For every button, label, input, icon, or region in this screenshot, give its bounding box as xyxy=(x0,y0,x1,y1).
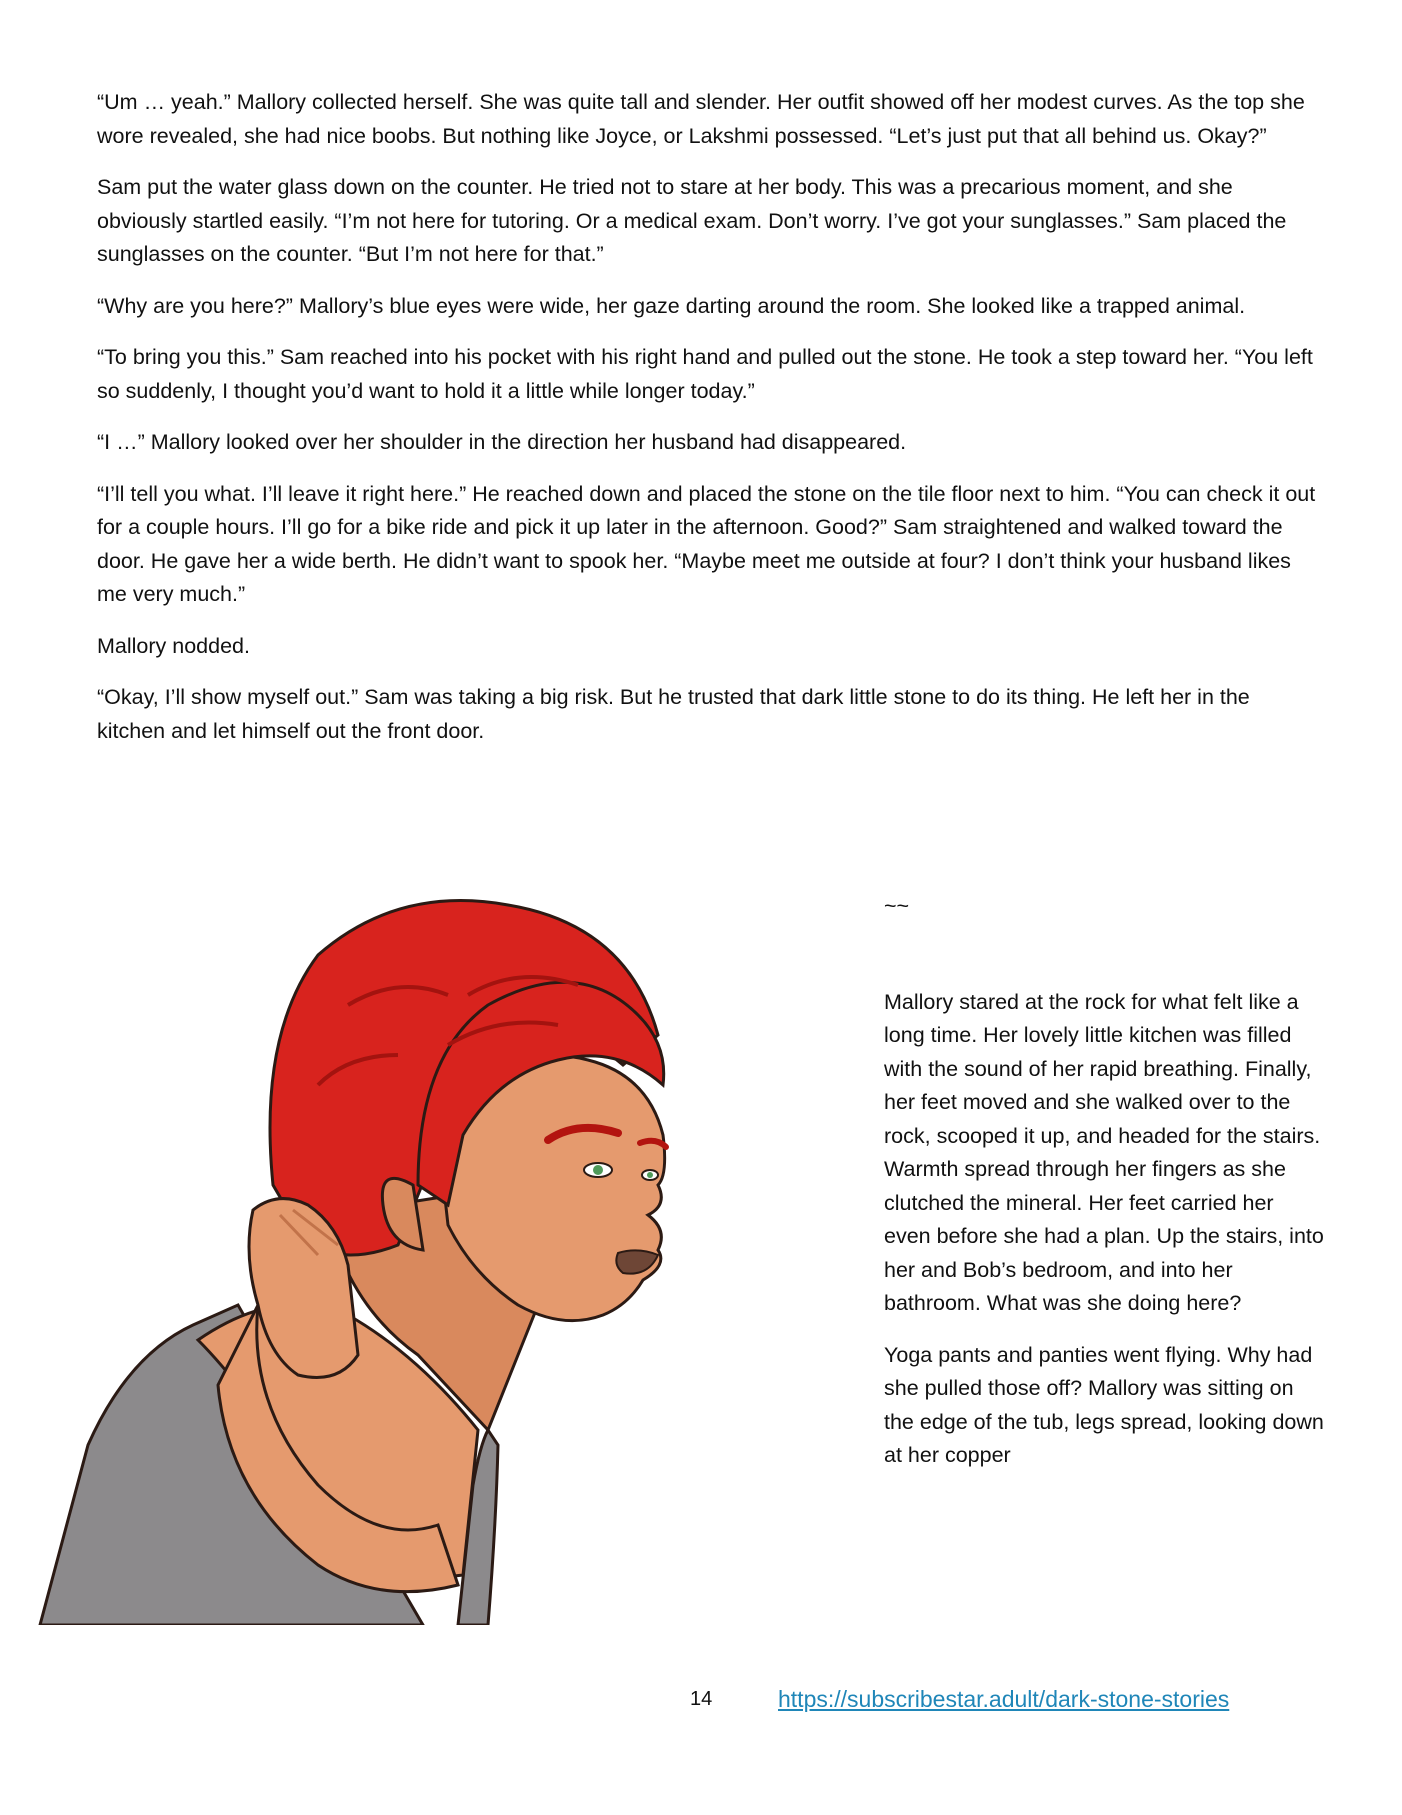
paragraph: “To bring you this.” Sam reached into his pocket with his right hand and pulled out the stone. He took a step toward her. “You left so suddenly, I thought you’d want to hold it a little while longer today.” xyxy=(97,345,1313,403)
footer-link[interactable]: https://subscribestar.adult/dark-stone-stories xyxy=(778,1686,1230,1712)
story-text xyxy=(97,86,1322,766)
paragraph: Yoga pants and panties went flying. Why had she pulled those off? Mallory was sitting on the edge of the tub, legs spread, looking down at her copper xyxy=(884,1342,1324,1467)
paragraph: Mallory nodded. xyxy=(97,633,250,658)
paragraph: “Why are you here?” Mallory’s blue eyes were wide, her gaze darting around the room. She looked like a trapped animal. xyxy=(97,293,1246,318)
right-column-text xyxy=(884,890,1324,1491)
paragraph: “Um … yeah.” Mallory collected herself. She was quite tall and slender. Her outfit showed off her modest curves. As the top she wore revealed, she had nice boobs. But nothing like Joyce, or Lakshmi possessed. “Let’s just put that all behind us. Okay?” xyxy=(97,90,1305,148)
paragraph: Sam put the water glass down on the counter. He tried not to stare at her body. This was a precarious moment, and she obviously startled easily. “I’m not here for tutoring. Or a medical exam. Don’t worry. I’ve got your sunglasses.” Sam placed the sunglasses on the counter. “But I’m not here for that.” xyxy=(97,175,1287,266)
page-number: 14 xyxy=(690,1688,713,1710)
section-separator: ~~ xyxy=(884,894,910,918)
paragraph: Mallory stared at the rock for what felt like a long time. Her lovely little kitchen was filled with the sound of her rapid breathing. Finally, her feet moved and she walked over to the rock, scooped it up, and headed for the stairs. Warmth spread through her fingers as she clutched the mineral. Her feet carried her even before she had a plan. Up the stairs, into her and Bob’s bedroom, and into her bathroom. What was she doing here? xyxy=(884,989,1324,1315)
paragraph: “Okay, I’ll show myself out.” Sam was taking a big risk. But he trusted that dark little stone to do its thing. He left her in the kitchen and let himself out the front door. xyxy=(97,685,1250,743)
paragraph: “I’ll tell you what. I’ll leave it right here.” He reached down and placed the stone on the tile floor next to him. “You can check it out for a couple hours. I’ll go for a bike ride and pick it up later in the afternoon. Good?” Sam straightened and walked toward the door. He gave her a wide berth. He didn’t want to spook her. “Maybe meet me outside at four? I don’t think your husband likes me very much.” xyxy=(97,481,1316,606)
paragraph: “I …” Mallory looked over her shoulder in the direction her husband had disappeared. xyxy=(97,430,907,454)
character-illustration xyxy=(18,885,886,1625)
